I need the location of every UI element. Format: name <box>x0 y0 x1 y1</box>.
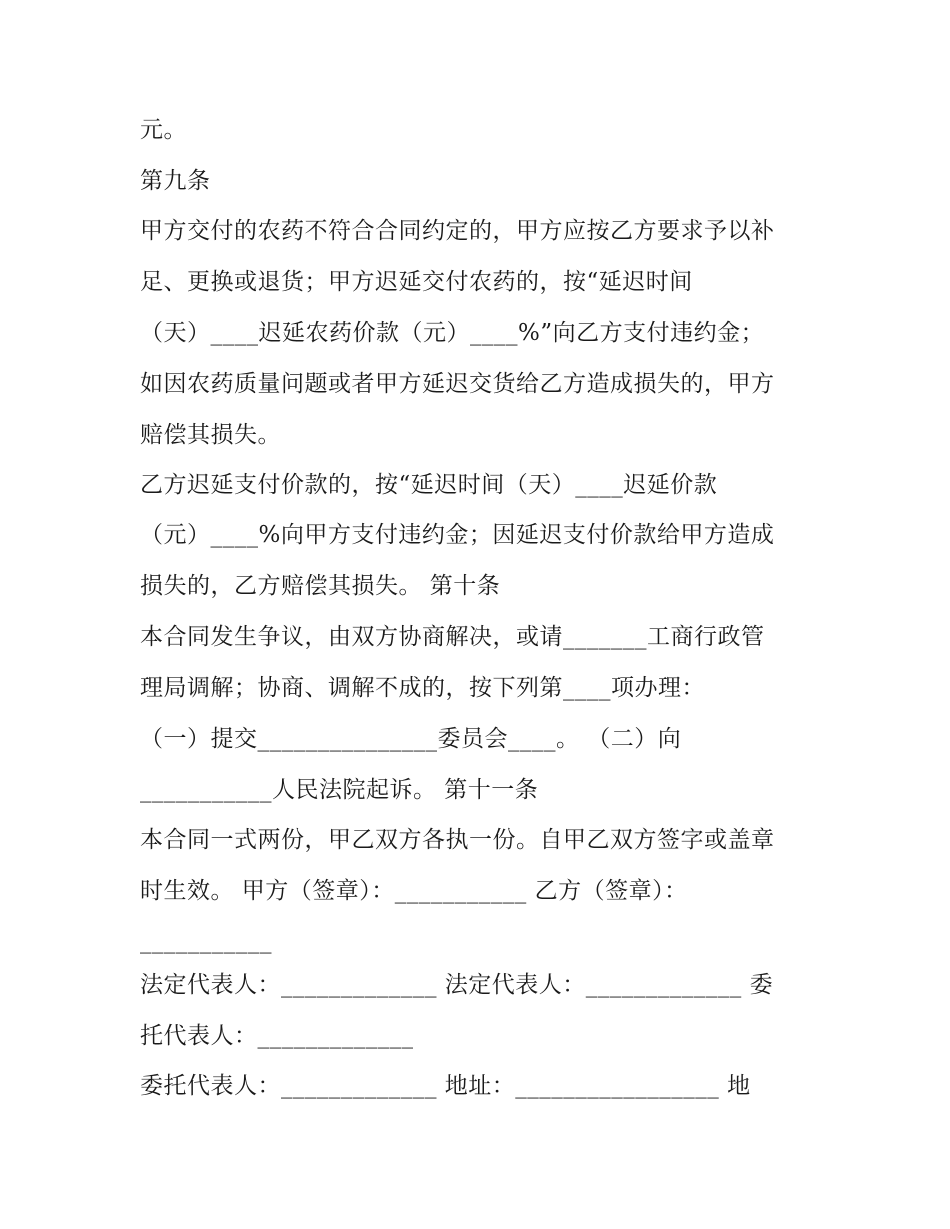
text-line: ___________人民法院起诉。 第十一条 <box>140 777 539 803</box>
text-line: 甲方交付的农药不符合合同约定的，甲方应按乙方要求予以补 <box>140 218 775 244</box>
text-line: 本合同一式两份，甲乙双方各执一份。自甲乙双方签字或盖章 <box>140 827 775 853</box>
representative-line: 法定代表人：_____________ 法定代表人：_____________ 委 <box>140 972 774 998</box>
text-line: 本合同发生争议，由双方协商解决，或请_______工商行政管 <box>140 624 765 650</box>
text-line: 元。 <box>140 117 187 143</box>
text-line: 理局调解；协商、调解不成的，按下列第____项办理： <box>140 675 705 701</box>
representative-line: 托代表人：_____________ <box>140 1023 414 1049</box>
text-line: 足、更换或退货；甲方迟延交付农药的，按“延迟时间 <box>140 269 693 295</box>
text-line: （元）____%向甲方支付违约金；因延迟支付价款给甲方造成 <box>140 522 775 548</box>
article-heading: 第九条 <box>140 168 211 194</box>
signature-line: 时生效。 甲方（签章）：___________ 乙方（签章）： <box>140 878 688 904</box>
text-line: 损失的，乙方赔偿其损失。 第十条 <box>140 573 501 599</box>
signature-blank: ___________ <box>140 928 272 954</box>
text-line: （一）提交_______________委员会____。 （二）向 <box>140 726 682 752</box>
address-line: 委托代表人：_____________ 地址：_________________ 地 <box>140 1073 751 1099</box>
text-line: （天）____迟延农药价款（元）____%”向乙方支付违约金； <box>140 320 765 346</box>
text-line: 如因农药质量问题或者甲方延迟交货给乙方造成损失的，甲方 <box>140 371 775 397</box>
text-line: 乙方迟延支付价款的，按“延迟时间（天）____迟延价款 <box>140 472 718 498</box>
text-line: 赔偿其损失。 <box>140 422 281 448</box>
